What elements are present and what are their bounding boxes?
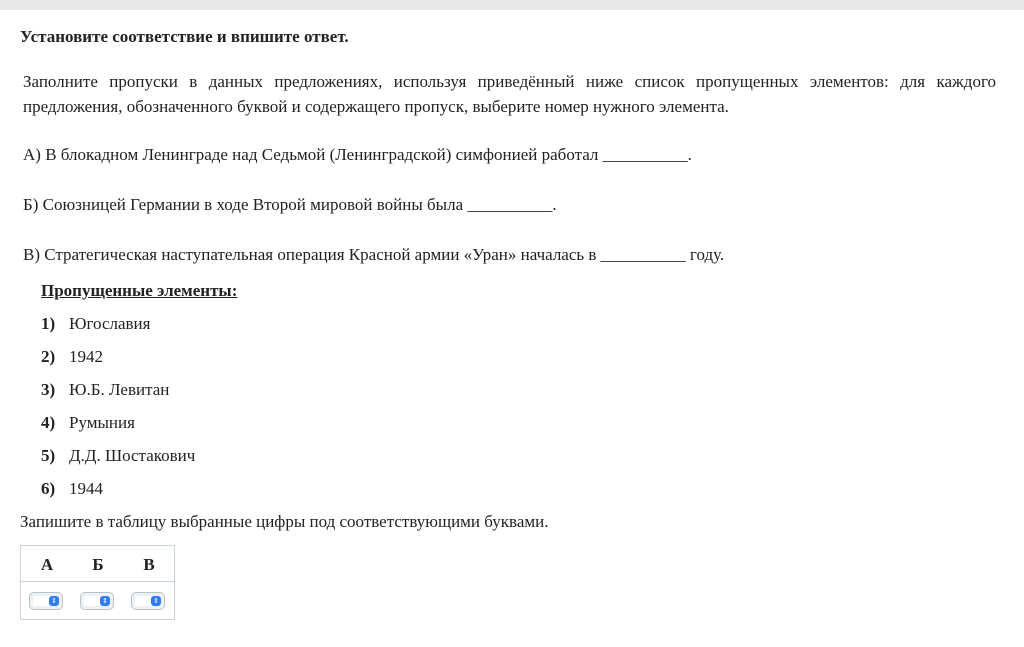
missing-elements-heading: Пропущенные элементы: xyxy=(41,281,238,300)
option-number: 1) xyxy=(41,314,56,333)
option-number: 6) xyxy=(41,479,56,498)
top-bar xyxy=(0,0,1024,10)
option-item xyxy=(41,446,195,466)
sentence-b: Б) Союзницей Германии в ходе Второй мировой войны была __________. xyxy=(23,195,557,214)
option-text: 1944 xyxy=(69,479,103,498)
header-cell-b: Б xyxy=(92,555,104,574)
chevron-up-down-icon: ⇕ xyxy=(100,596,110,606)
option-text: Югославия xyxy=(69,314,151,333)
task-intro: Заполните пропуски в данных предложениях, используя приведённый ниже список пропущенных элементов: для каждого предложения, обозначенного буквой и содержащего пропуск, выберите номер нужного элемента. xyxy=(23,72,996,116)
option-item xyxy=(41,479,103,499)
option-text: Ю.Б. Левитан xyxy=(69,380,170,399)
option-item xyxy=(41,347,103,367)
answer-table xyxy=(20,545,175,620)
option-number: 2) xyxy=(41,347,56,366)
answer-table-header xyxy=(21,546,174,582)
chevron-up-down-icon: ⇕ xyxy=(151,596,161,606)
option-number: 4) xyxy=(41,413,56,432)
answer-select-a[interactable] xyxy=(29,592,63,610)
answer-select-b[interactable] xyxy=(80,592,114,610)
option-item xyxy=(41,380,169,400)
sentence-c: В) Стратегическая наступательная операция Красной армии «Уран» началась в __________ году. xyxy=(23,245,725,264)
answer-select-v[interactable] xyxy=(131,592,165,610)
option-number: 5) xyxy=(41,446,56,465)
header-cell-v: В xyxy=(143,555,155,574)
option-number: 3) xyxy=(41,380,56,399)
answer-instruction: Запишите в таблицу выбранные цифры под соответствующими буквами. xyxy=(20,512,549,531)
option-text: Д.Д. Шостакович xyxy=(69,446,196,465)
sentence-a: А) В блокадном Ленинграде над Седьмой (Ленинградской) симфонией работал __________. xyxy=(23,145,692,164)
option-text: 1942 xyxy=(69,347,103,366)
option-item xyxy=(41,413,135,433)
option-text: Румыния xyxy=(69,413,135,432)
chevron-up-down-icon: ⇕ xyxy=(49,596,59,606)
option-item xyxy=(41,314,150,334)
task-title: Установите соответствие и впишите ответ. xyxy=(20,27,349,46)
header-cell-a: А xyxy=(40,555,54,574)
